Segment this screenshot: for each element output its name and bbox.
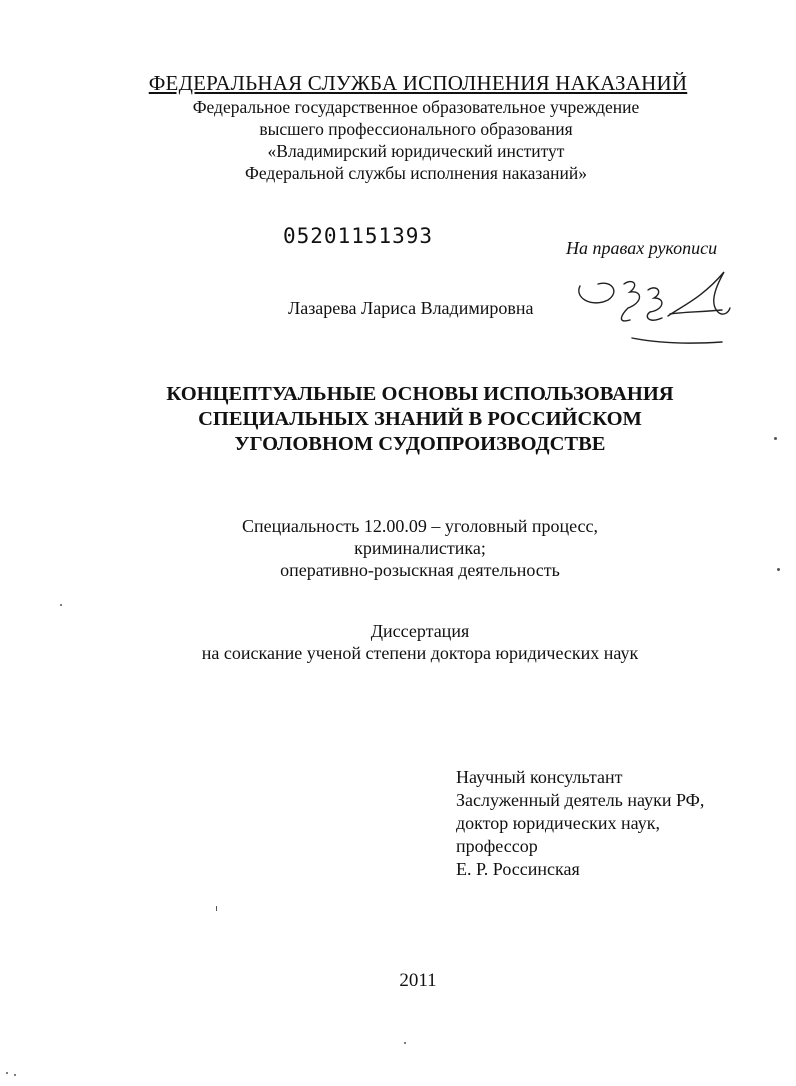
specialty-line: криминалистика; xyxy=(354,538,486,558)
consultant-line: Научный консультант xyxy=(456,767,623,787)
rights-note: На правах рукописи xyxy=(566,238,718,258)
scan-speck xyxy=(6,1072,8,1074)
consultant-line: профессор xyxy=(456,836,538,856)
specialty-line: оперативно-розыскная деятельность xyxy=(280,560,560,580)
specialty-block xyxy=(22,515,796,581)
institution-block xyxy=(18,96,796,184)
consultant-block xyxy=(456,766,704,881)
handwritten-signature-icon xyxy=(572,268,742,358)
institution-line: Федеральное государственное образовательное учреждение xyxy=(192,97,640,117)
author-name: Лазарева Лариса Владимировна xyxy=(288,298,534,318)
title-line: УГОЛОВНОМ СУДОПРОИЗВОДСТВЕ xyxy=(234,433,606,455)
title-line: СПЕЦИАЛЬНЫХ ЗНАНИЙ В РОССИЙСКОМ xyxy=(198,408,642,430)
dissertation-line: на соискание ученой степени доктора юридических наук xyxy=(201,643,639,663)
document-code: 05201151393 xyxy=(283,224,434,248)
scan-speck xyxy=(774,437,777,440)
institution-line: высшего профессионального образования xyxy=(259,119,573,139)
scan-speck xyxy=(404,1042,406,1044)
scan-speck xyxy=(777,568,780,571)
dissertation-block xyxy=(22,620,796,664)
consultant-line: Е. Р. Россинская xyxy=(456,859,580,879)
consultant-line: Заслуженный деятель науки РФ, xyxy=(456,790,705,810)
scan-speck xyxy=(216,906,217,911)
agency-name: ФЕДЕРАЛЬНАЯ СЛУЖБА ИСПОЛНЕНИЯ НАКАЗАНИЙ xyxy=(148,71,688,95)
institution-line: Федеральной службы исполнения наказаний» xyxy=(245,163,587,183)
scan-speck xyxy=(60,604,62,606)
institution-line: «Владимирский юридический институт xyxy=(267,141,565,161)
specialty-line: Специальность 12.00.09 – уголовный процесс, xyxy=(241,516,599,536)
year: 2011 xyxy=(399,970,437,991)
consultant-line: доктор юридических наук, xyxy=(456,813,660,833)
dissertation-line: Диссертация xyxy=(370,621,470,641)
title-line: КОНЦЕПТУАЛЬНЫЕ ОСНОВЫ ИСПОЛЬЗОВАНИЯ xyxy=(166,383,674,405)
dissertation-title xyxy=(22,382,796,457)
scan-speck xyxy=(14,1074,16,1076)
